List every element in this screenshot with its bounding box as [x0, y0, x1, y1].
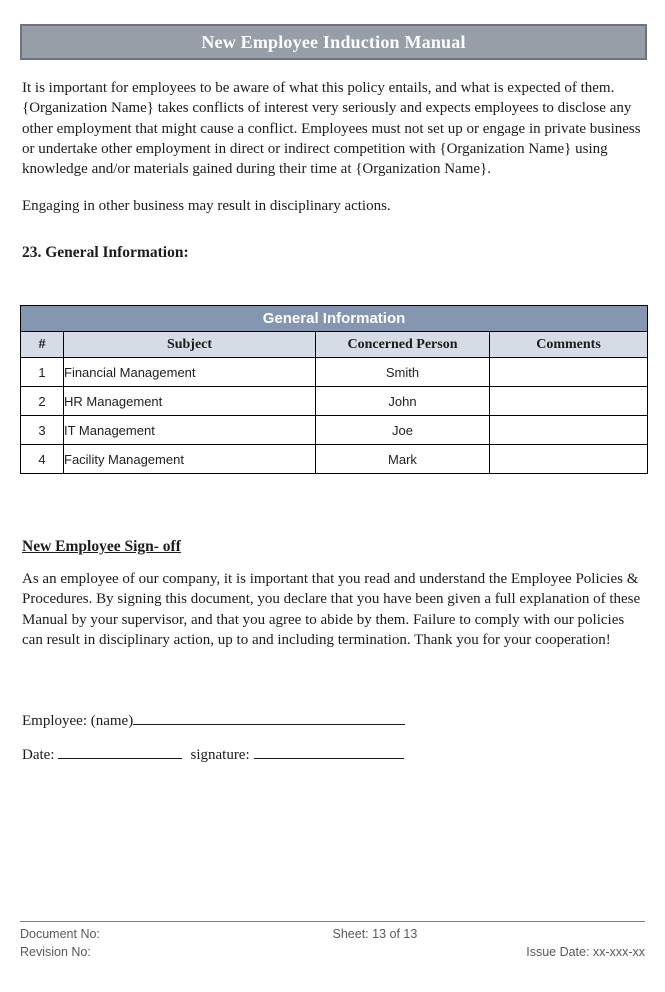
signature-block [22, 710, 405, 778]
row-number: 3 [21, 416, 64, 445]
table-header-row [21, 332, 648, 358]
table-row [21, 445, 648, 474]
intro-paragraph-2: Engaging in other business may result in disciplinary actions. [22, 198, 391, 215]
date-signature-row [22, 744, 405, 764]
footer-row-1 [20, 927, 645, 941]
intro-paragraph-1: It is important for employees to be aware of what this policy entails, and what is expected of them. {Organization Name} takes conflicts of interest very seriously and expects employees to disclose any other employment that might cause a conflict. Employees must not set up or engage in private business or undertake other employment in direct or indirect competition with {Organization Name} using knowledge and/or materials gained during their time at {Organization Name}. [22, 80, 641, 178]
date-line [58, 744, 182, 759]
table-row [21, 416, 648, 445]
table-row [21, 358, 648, 387]
row-subject: Facility Management [64, 445, 316, 474]
row-comments [490, 416, 648, 445]
row-person: Joe [316, 416, 490, 445]
general-information-table [20, 305, 648, 474]
general-information-heading: 23. General Information: [22, 243, 189, 261]
row-number: 4 [21, 445, 64, 474]
column-header-num: # [21, 332, 64, 358]
row-comments [490, 445, 648, 474]
table-title: General Information [262, 309, 406, 327]
column-header-person: Concerned Person [316, 332, 490, 358]
row-person: Mark [316, 445, 490, 474]
employee-name-label: Employee: (name) [22, 713, 134, 729]
revision-no-label: Revision No: [20, 945, 91, 959]
footer-row-2 [20, 945, 645, 959]
row-subject: Financial Management [64, 358, 316, 387]
column-header-subject: Subject [64, 332, 316, 358]
intro-section [22, 78, 645, 262]
document-no-label: Document No: [20, 927, 100, 941]
table-title-row [21, 306, 648, 332]
row-person: Smith [316, 358, 490, 387]
row-number: 1 [21, 358, 64, 387]
employee-name-line [133, 710, 405, 725]
employee-name-row [22, 710, 405, 730]
row-subject: IT Management [64, 416, 316, 445]
signoff-paragraph: As an employee of our company, it is important that you read and understand the Employee Policies & Procedures. By signing this document, you declare that you have been given a full explanation of these Manual by your supervisor, and that you agree to abide by them. Failure to comply with our policies can result in disciplinary action, up to and including termination. Thank you for your cooperation! [22, 571, 641, 648]
row-comments [490, 358, 648, 387]
row-comments [490, 387, 648, 416]
page-footer [20, 921, 645, 959]
column-header-comments: Comments [490, 332, 648, 358]
signoff-section [22, 538, 645, 650]
title-banner [20, 24, 647, 60]
row-person: John [316, 387, 490, 416]
page-title: New Employee Induction Manual [201, 31, 466, 52]
row-subject: HR Management [64, 387, 316, 416]
signoff-heading: New Employee Sign- off [22, 538, 181, 555]
table-row [21, 387, 648, 416]
signature-label: signature: [190, 747, 250, 763]
row-number: 2 [21, 387, 64, 416]
sheet-number: Sheet: 13 of 13 [332, 927, 418, 941]
issue-date-label: Issue Date: xx-xxx-xx [526, 945, 645, 959]
signature-line [254, 744, 404, 759]
date-label: Date: [22, 747, 55, 763]
